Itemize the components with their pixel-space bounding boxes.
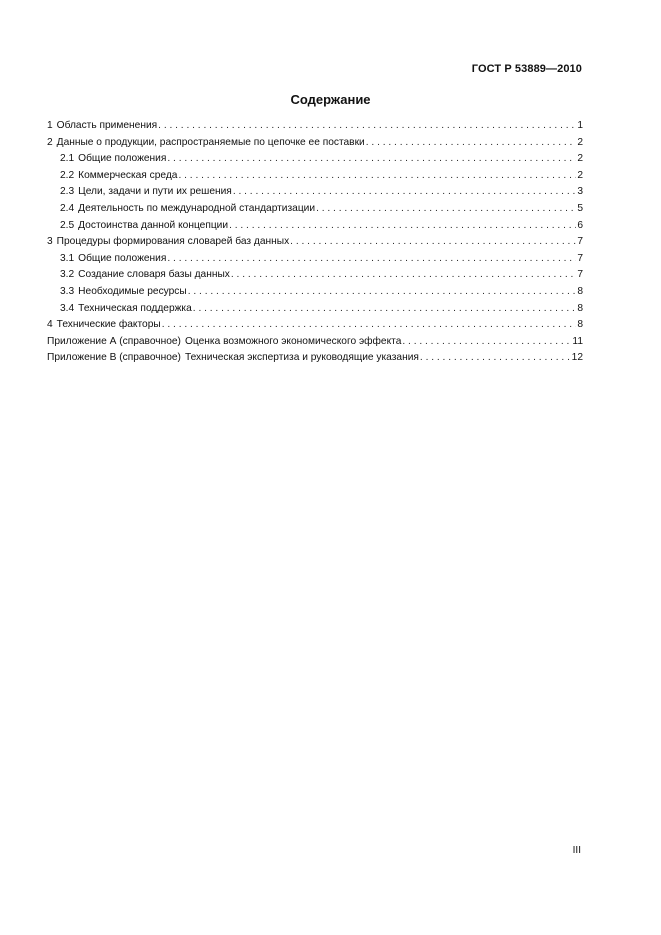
page-number: III: [572, 845, 581, 856]
toc-entry-number: 2.2: [60, 169, 75, 181]
toc-entry-number: 3.2: [60, 269, 75, 281]
toc-leader-dots: [233, 185, 577, 199]
toc-appendix-label: Приложение А (справочное): [47, 335, 181, 347]
toc-leader-dots: [178, 169, 576, 183]
toc-entry-number: 2.3: [60, 186, 75, 198]
toc-entry-title: Создание словаря базы данных: [78, 269, 230, 281]
toc-leader-dots: [420, 351, 571, 365]
toc-entry-page: 8: [577, 285, 583, 297]
toc-entry-title: Необходимые ресурсы: [78, 285, 187, 297]
toc-leader-dots: [167, 152, 576, 166]
toc-entry-page: 7: [577, 236, 583, 248]
toc-entry-appendix[interactable]: [47, 351, 583, 368]
toc-entry-title: Техническая экспертиза и руководящие указания: [184, 352, 419, 364]
toc-entry-number: 2.4: [60, 202, 75, 214]
toc-leader-dots: [231, 268, 576, 282]
toc-entry-title: Деятельность по международной стандартизации: [78, 202, 316, 214]
toc-entry-title: Технические факторы: [56, 319, 161, 331]
toc-entry[interactable]: [47, 252, 583, 269]
table-of-contents: [47, 119, 583, 368]
toc-entry-page: 8: [577, 302, 583, 314]
toc-appendix-label: Приложение В (справочное): [47, 352, 181, 364]
toc-leader-dots: [167, 252, 576, 266]
toc-entry-number: 3.4: [60, 302, 75, 314]
toc-entry-page: 1: [577, 120, 583, 131]
toc-leader-dots: [158, 119, 576, 133]
toc-leader-dots: [316, 202, 576, 216]
toc-leader-dots: [193, 302, 577, 316]
toc-entry-title: Данные о продукции, распространяемые по цепочке ее поставки: [56, 136, 365, 148]
toc-entry-number: 2: [47, 136, 53, 148]
toc-entry-appendix[interactable]: [47, 335, 583, 352]
toc-entry[interactable]: [47, 285, 583, 302]
toc-entry-page: 2: [577, 153, 583, 165]
toc-entry-page: 11: [572, 335, 583, 347]
toc-leader-dots: [229, 219, 576, 233]
toc-entry-page: 5: [577, 202, 583, 214]
toc-leader-dots: [188, 285, 577, 299]
toc-entry-number: 3.3: [60, 285, 75, 297]
toc-entry-page: 6: [577, 219, 583, 231]
toc-entry-title: Цели, задачи и пути их решения: [78, 186, 232, 198]
toc-entry-number: 3: [47, 236, 53, 248]
toc-entry[interactable]: [47, 152, 583, 169]
toc-entry-page: 3: [577, 186, 583, 198]
toc-title: Содержание: [290, 92, 371, 107]
toc-entry[interactable]: [47, 318, 583, 335]
toc-entry-page: 2: [577, 136, 583, 148]
toc-entry-title: Общие положения: [78, 252, 167, 264]
toc-leader-dots: [366, 136, 577, 150]
toc-entry[interactable]: [47, 185, 583, 202]
toc-entry-page: 2: [577, 169, 583, 181]
toc-entry[interactable]: [47, 202, 583, 219]
toc-entry-number: 1: [47, 120, 53, 131]
toc-entry-title: Оценка возможного экономического эффекта: [184, 335, 402, 347]
toc-entry-number: 2.1: [60, 153, 75, 165]
toc-entry[interactable]: [47, 302, 583, 319]
toc-entry-page: 12: [571, 352, 583, 364]
toc-entry-title: Техническая поддержка: [78, 302, 192, 314]
toc-entry[interactable]: [47, 219, 583, 236]
toc-entry[interactable]: [47, 136, 583, 153]
toc-entry-title: Процедуры формирования словарей баз данных: [56, 236, 290, 248]
toc-entry-number: 3.1: [60, 252, 75, 264]
toc-leader-dots: [402, 335, 571, 349]
toc-entry[interactable]: [47, 119, 583, 136]
toc-entry-number: 4: [47, 319, 53, 331]
toc-leader-dots: [290, 235, 576, 249]
toc-entry[interactable]: [47, 235, 583, 252]
toc-entry-number: 2.5: [60, 219, 75, 231]
toc-entry-page: 7: [577, 252, 583, 264]
standard-code: ГОСТ Р 53889—2010: [471, 63, 582, 75]
toc-entry[interactable]: [47, 268, 583, 285]
toc-entry-title: Область применения: [56, 120, 158, 131]
toc-entry-page: 8: [577, 319, 583, 331]
toc-entry[interactable]: [47, 169, 583, 186]
toc-entry-title: Общие положения: [78, 153, 167, 165]
toc-entry-title: Коммерческая среда: [78, 169, 178, 181]
toc-entry-page: 7: [577, 269, 583, 281]
toc-leader-dots: [162, 318, 577, 332]
toc-entry-title: Достоинства данной концепции: [78, 219, 229, 231]
